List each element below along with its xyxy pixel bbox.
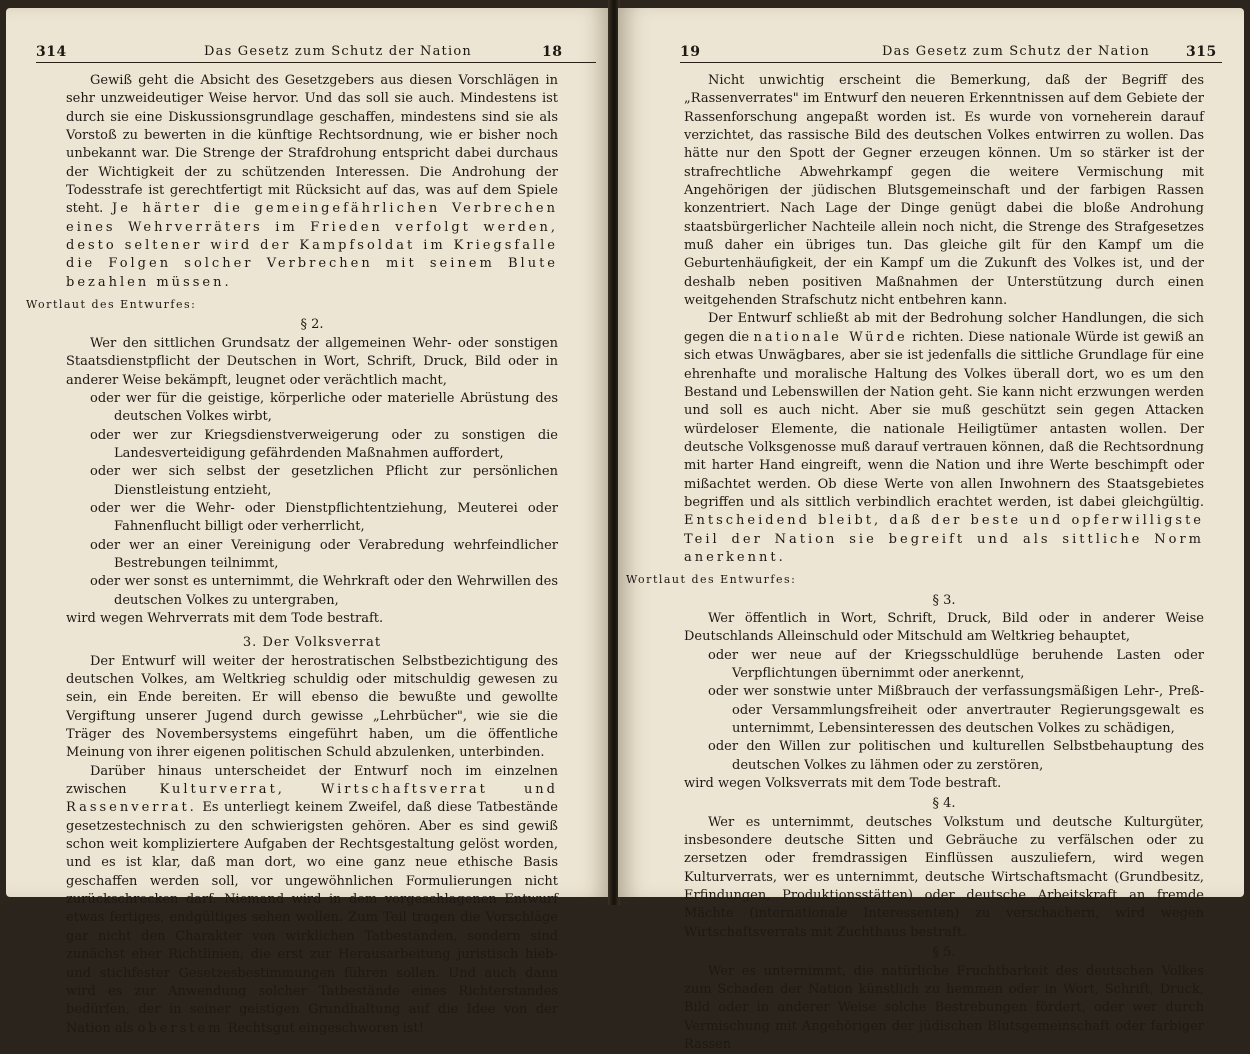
paragraph-text: Gewiß geht die Absicht des Gesetzgebers aus diesen Vorschlägen in sehr unzweideutiger Weise hervor. Und das soll sie auch. Mindestens ist durch sie eine Diskussionsgrundlage geschaffen, mindestens sind sie als Vorstoß zu bewerten in die künftige Rechtsordnung, wie er bisher noch unbekannt war. Die Strenge der Strafdrohung entspricht dabei durchaus der Wichtigkeit der zu schützenden Interessen. Die Androhung der Todesstrafe ist gerechtfertigt mit Rücksicht auf das, was auf dem Spiele steht.	[66, 73, 558, 216]
section-item: oder wer an einer Vereinigung oder Verabredung wehrfeindlicher Bestrebungen teilnimmt,	[90, 537, 558, 574]
section-item: oder wer sonstwie unter Mißbrauch der verfassungsmäßigen Lehr-, Preß- oder Versammlungsfreiheit oder anvertrauter Regierungsgewalt es unternimmt, Lebensinteressen des deutschen Volkes zu schädigen,	[708, 683, 1204, 738]
header-rule	[36, 62, 596, 63]
paragraph	[66, 72, 558, 292]
paragraph-text: richten. Diese nationale Würde ist gewiß an sich etwas Unwägbares, aber sie ist jedenfalls die sittliche Grundlage für eine ehrenhafte und moralische Haltung des Volkes überall dort, wo es um den Bestand und Lebenswillen der Nation geht. Sie kann nicht erzwungen werden und soll es auch nicht. Aber sie muß geschützt sein gegen Attacken würdeloser Elemente, die nationale Heiligtümer antasten wollen. Der deutsche Volksgenosse muß darauf vertrauen können, daß die Rechtsordnung mit harter Hand eingreift, wenn die Nation und ihre Werte beschimpft oder mißachtet werden. Ob diese Werte von allen Inwohnern des Staatsgebietes begriffen und als sittlich verbindlich erachtet werden, ist dabei gleichgültig.	[684, 330, 1204, 510]
paragraph-text: Darüber hinaus unterscheidet der Entwurf noch im einzelnen zwischen	[66, 764, 558, 797]
paragraph	[66, 763, 558, 1038]
section-item: oder wer neue auf der Kriegsschuldlüge beruhende Lasten oder Verpflichtungen übernimmt oder anerkennt,	[708, 647, 1204, 684]
emphasized-text: Je härter die gemeingefährlichen Verbrechen eines Wehrverräters im Frieden verfolgt werden, desto seltener wird der Kampfsoldat im Kriegsfalle die Folgen solcher Verbrechen mit seinem Blute bezahlen müssen.	[66, 201, 558, 289]
section-heading: § 2.	[66, 316, 558, 334]
section-heading: § 5.	[684, 944, 1204, 962]
section-text: Wer es unternimmt, deutsches Volkstum und deutsche Kulturgüter, insbesondere deutsche Sitten und Gebräuche zu verfälschen oder zu zersetzen oder fremdrassigen Einflüssen auszuliefern, wird wegen Kulturverrats, wer es unternimmt, deutsche Wirtschaftsmacht (Grundbesitz, Erfindungen, Produktionsstätten) oder deutsche Arbeitskraft an fremde Mächte (internationale Interessenten) zu verschachern, wird wegen Wirtschaftsverrats mit Zuchthaus bestraft.	[684, 814, 1204, 942]
right-page-body	[684, 72, 1204, 1054]
section-main-text: Wer den sittlichen Grundsatz der allgemeinen Wehr- oder sonstigen Staatsdienstpflicht der Deutschen in Wort, Schrift, Druck, Bild oder in anderer Weise bekämpft, leugnet oder verächtlich macht,	[66, 335, 558, 390]
chapter-page-number: 18	[542, 44, 562, 60]
right-page-header	[680, 44, 1222, 62]
section-item: oder wer sonst es unternimmt, die Wehrkraft oder den Wehrwillen des deutschen Volkes zu untergraben,	[90, 573, 558, 610]
section-item: oder wer zur Kriegsdienstverweigerung oder zu sonstigen die Landesverteidigung gefährdenden Maßnahmen auffordert,	[90, 427, 558, 464]
section-heading: § 3.	[684, 592, 1204, 610]
paragraph-text: Der Entwurf schließt ab mit der Bedrohung solcher Handlungen, die sich gegen die	[684, 311, 1204, 344]
right-page	[618, 8, 1244, 897]
left-page	[6, 8, 610, 897]
paragraph: Nicht unwichtig erscheint die Bemerkung, daß der Begriff des „Rassenverrates" im Entwurf den neueren Erkenntnissen auf dem Gebiete der Rassenforschung angepaßt worden ist. Es wurde von vorneherein darauf verzichtet, das rassische Bild des deutschen Volkes entwirren zu wollen. Das hätte nur den Spott der Gegner erzeugen können. Um so stärker ist der strafrechtliche Abwehrkampf gegen die weitere Vermischung mit Angehörigen der jüdischen Blutsgemeinschaft und der farbigen Rassen konzentriert. Nach Lage der Dinge genügt dabei die bloße Androhung staatsbürgerlicher Nachteile allein noch nicht, die Strenge des Strafgesetzes muß daher ein übriges tun. Das gleiche gilt für den Kampf um die Geburtenhäufigkeit, der ein Kampf um die Zukunft des Volkes ist, und der deshalb neben positiven Maßnahmen der Unterstützung durch einen weitgehenden Strafschutz nicht entbehren kann.	[684, 72, 1204, 310]
section-conclusion: wird wegen Volksverrats mit dem Tode bestraft.	[684, 775, 1204, 793]
section-conclusion: wird wegen Wehrverrats mit dem Tode bestraft.	[66, 610, 558, 628]
running-title: Das Gesetz zum Schutz der Nation	[204, 44, 472, 59]
paragraph	[684, 310, 1204, 567]
emphasized-text: oberstem	[138, 1021, 224, 1036]
emphasized-text: nationale Würde	[754, 330, 908, 345]
section-main-text: Wer öffentlich in Wort, Schrift, Druck, Bild oder in anderer Weise Deutschlands Alleinschuld oder Mitschuld am Weltkrieg behauptet,	[684, 610, 1204, 647]
paragraph-text: Rechtsgut eingeschworen ist!	[228, 1021, 424, 1036]
page-number: 314	[36, 44, 67, 60]
section-item: oder wer die Wehr- oder Dienstpflichtentziehung, Meuterei oder Fahnenflucht billigt oder verherrlicht,	[90, 500, 558, 537]
left-page-body	[66, 72, 558, 1038]
section-item: oder den Willen zur politischen und kulturellen Selbstbehauptung des deutschen Volkes zu lähmen oder zu zerstören,	[708, 738, 1204, 775]
left-page-header	[36, 44, 596, 62]
section-item: oder wer für die geistige, körperliche oder materielle Abrüstung des deutschen Volkes wirbt,	[90, 390, 558, 427]
wording-label: Wortlaut des Entwurfes:	[626, 571, 1204, 589]
header-rule	[680, 62, 1222, 63]
emphasized-text: Kulturverrat, Wirtschaftsverrat und Rassenverrat.	[66, 782, 558, 815]
chapter-heading: 3. Der Volksverrat	[66, 634, 558, 652]
wording-label: Wortlaut des Entwurfes:	[26, 296, 558, 314]
paragraph: Der Entwurf will weiter der herostratischen Selbstbezichtigung des deutschen Volkes, am Weltkrieg schuldig oder mitschuldig gewesen zu sein, ein Ende bereiten. Er will ebenso die bewußte und gewollte Vergiftung unserer Jugend durch gewisse „Lehrbücher", wie sie die Träger des Novembersystems eingeführt haben, um die öffentliche Meinung von ihrer eigenen politischen Schuld abzulenken, unterbinden.	[66, 653, 558, 763]
page-number: 315	[1186, 44, 1217, 60]
emphasized-text: Entscheidend bleibt, daß der beste und opferwilligste Teil der Nation sie begreift und als sittliche Norm anerkennt.	[684, 513, 1204, 565]
section-heading: § 4.	[684, 795, 1204, 813]
chapter-page-number: 19	[680, 44, 700, 60]
section-item: oder wer sich selbst der gesetzlichen Pflicht zur persönlichen Dienstleistung entzieht,	[90, 463, 558, 500]
section-text: Wer es unternimmt, die natürliche Fruchtbarkeit des deutschen Volkes zum Schaden der Nation künstlich zu hemmen oder in Wort, Schrift, Druck, Bild oder in anderer Weise solche Bestrebungen fördert, oder wer durch Vermischung mit Angehörigen der jüdischen Blutsgemeinschaft oder farbiger Rassen	[684, 963, 1204, 1054]
paragraph-text: Es unterliegt keinem Zweifel, daß diese Tatbestände gesetzestechnisch zu den schwierigsten gehören. Aber es sind gewiß schon weit kompliziertere Aufgaben der Rechtsgestaltung gelöst worden, und es ist klar, daß man dort, wo eine ganz neue ethische Basis geschaffen werden soll, vor ungewöhnlichen Formulierungen nicht zurückschrecken darf. Niemand wird in dem vorgeschlagenen Entwurf etwas fertiges, endgültiges sehen wollen. Zum Teil tragen die Vorschläge gar nicht den Charakter von wirklichen Tatbeständen, sondern sind zunächst eher Richtlinien, die erst zur Herausarbeitung juristisch hieb- und stichfester Gesetzesbestimmungen führen sollen. Und auch dann wird es zur Anwendung solcher Tatbestände eines Richterstandes bedürfen, der in seiner geistigen Grundhaltung auf die Idee von der Nation als	[66, 800, 558, 1035]
running-title: Das Gesetz zum Schutz der Nation	[882, 44, 1150, 59]
